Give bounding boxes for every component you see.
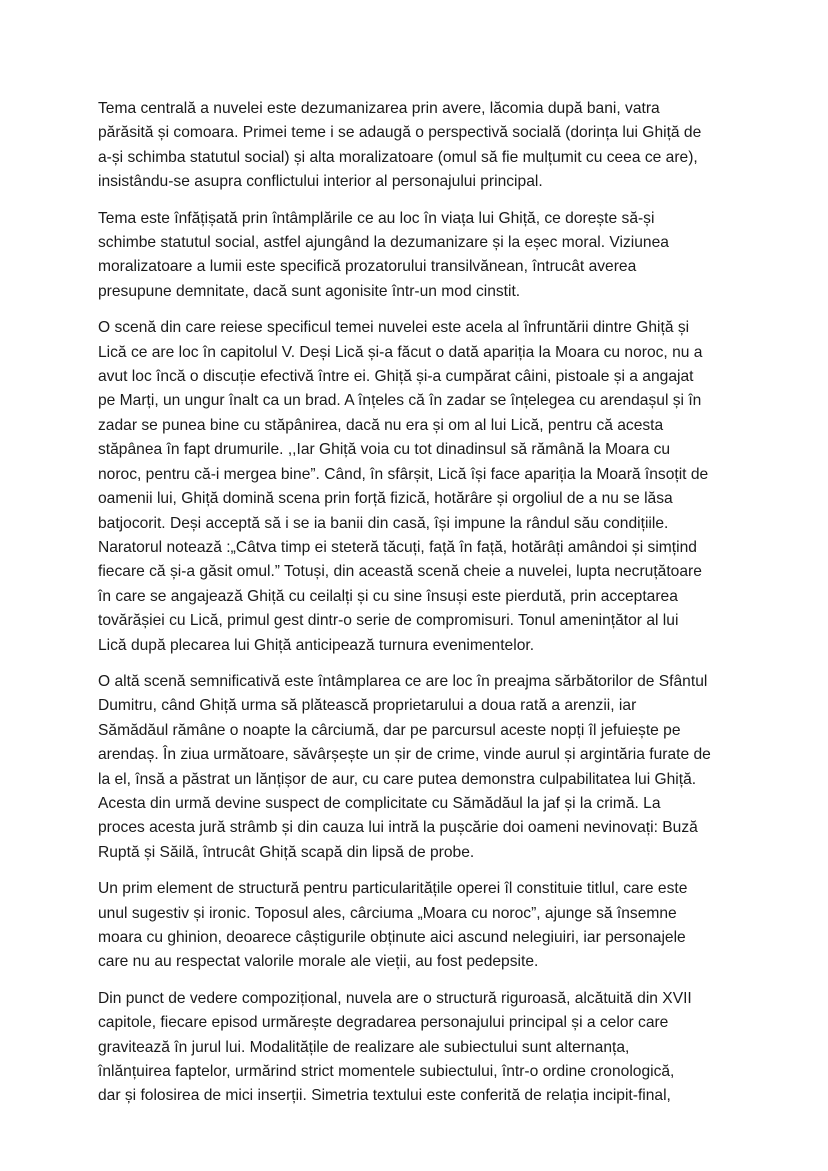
text-line: fiecare că și-a găsit omul.” Totuși, din această scenă cheie a nuvelei, lupta necruțătoare [98,563,702,581]
text-line: schimbe statutul social, astfel ajungând la dezumanizare și la eșec moral. Viziunea [98,234,669,252]
text-line: moralizatoare a lumii este specifică prozatorului transilvănean, întrucât averea [98,258,637,276]
paragraph [98,877,734,975]
text-line: arendaș. În ziua următoare, săvârșește un șir de crime, vinde aurul și argintăria furate de [98,746,711,764]
text-line: gravitează în jurul lui. Modalitățile de realizare ale subiectului sunt alternanța, [98,1038,630,1056]
text-line: O scenă din care reiese specificul temei nuvelei este acela al înfruntării dintre Ghiță și [98,319,690,337]
paragraph [98,207,734,305]
text-line: insistându-se asupra conflictului interior al personajului principal. [98,173,543,191]
text-line: unul sugestiv și ironic. Toposul ales, cârciuma „Moara cu noroc”, ajunge să însemne [98,904,677,922]
text-line: care nu au respectat valorile morale ale vieții, au fost pedepsite. [98,953,539,971]
text-line: Din punct de vedere compozițional, nuvela are o structură riguroasă, alcătuită din XVII [98,989,692,1007]
text-line: în care se angajează Ghiță cu ceilalți și cu sine însuși este pierdută, prin acceptarea [98,587,678,605]
text-line: zadar se punea bine cu stăpânirea, dacă nu era și om al lui Lică, pentru că acesta [98,416,664,434]
text-line: O altă scenă semnificativă este întâmplarea ce are loc în preajma sărbătorilor de Sfântul [98,672,708,690]
text-line: la el, însă a păstrat un lănțișor de aur, cu care putea demonstra culpabilitatea lui Ghiță. [98,770,697,788]
paragraph [98,316,734,658]
text-line: Tema centrală a nuvelei este dezumanizarea prin avere, lăcomia după bani, vatra [98,100,660,117]
text-line: Dumitru, când Ghiță urma să plătească proprietarului a doua rată a arenzii, iar [98,697,637,715]
text-line: batjocorit. Deși acceptă să i se ia banii din casă, își impune la rândul său condițiile. [98,514,669,532]
text-line: Lică după plecarea lui Ghiță anticipează turnura evenimentelor. [98,636,535,654]
text-line: stăpânea în fapt drumurile. ,,Iar Ghiță voia cu tot dinadinsul să rămână la Moara cu [98,441,671,459]
text-line: moara cu ghinion, deoarece câștigurile obținute aici ascund nelegiuiri, iar personajele [98,929,686,946]
text-line: oamenii lui, Ghiță domină scena prin forță fizică, hotărâre și orgoliul de a nu se lăsa [98,490,673,508]
paragraph [98,670,734,865]
text-line: Ruptă și Săilă, întrucât Ghiță scapă din lipsă de probe. [98,843,475,861]
text-line: pe Marți, un ungur înalt ca un brad. A înțeles că în zadar se înțelegea cu arendașul și în [98,392,702,410]
text-line: Sămădăul rămâne o noapte la cârciumă, dar pe parcursul aceste nopți îl jefuiește pe [98,721,681,739]
text-line: capitole, fiecare episod urmărește degradarea personajului principal și a celor care [98,1014,669,1032]
text-line: Un prim element de structură pentru particularitățile operei îl constituie titlul, care este [98,880,688,898]
text-line: presupune demnitate, dacă sunt agonisite într-un mod cinstit. [98,282,521,300]
text-line: avut loc încă o discuție efectivă între ei. Ghiță și-a cumpărat câini, pistoale și a angajat [98,368,694,386]
text-line: înlănțuirea faptelor, urmărind strict momentele subiectului, într-o ordine cronologică, [98,1063,675,1081]
text-line: părăsită și comoara. Primei teme i se adaugă o perspectivă socială (dorința lui Ghiță de [98,124,702,142]
paragraph [98,987,734,1109]
text-line: noroc, pentru că-i mergea bine”. Când, în sfârșit, Lică își face apariția la Moară însoțit de [98,465,709,483]
text-line: Tema este înfățișată prin întâmplările ce au loc în viața lui Ghiță, ce dorește să-și [98,209,655,227]
document-body [98,97,734,1121]
text-line: proces acesta jură strâmb și din cauza lui intră la pușcărie doi oameni nevinovați: Buză [98,819,698,837]
text-line: Acesta din urmă devine suspect de complicitate cu Sămădăul la jaf și la crimă. La [98,794,661,812]
paragraph [98,97,734,195]
text-line: tovărășiei cu Lică, primul gest dintr-o serie de compromisuri. Tonul amenințător al lui [98,612,679,630]
text-line: a-și schimba statutul social) și alta moralizatoare (omul să fie mulțumit cu ceea ce are), [98,148,698,166]
text-line: Lică ce are loc în capitolul V. Deși Lică și-a făcut o dată apariția la Moara cu noroc, nu a [98,343,703,361]
text-line: dar și folosirea de mici inserții. Simetria textului este conferită de relația incipit-final, [98,1087,671,1105]
text-line: Naratorul notează :„Câtva timp ei steteră tăcuți, față în față, hotărâți amândoi și simțind [98,538,697,556]
